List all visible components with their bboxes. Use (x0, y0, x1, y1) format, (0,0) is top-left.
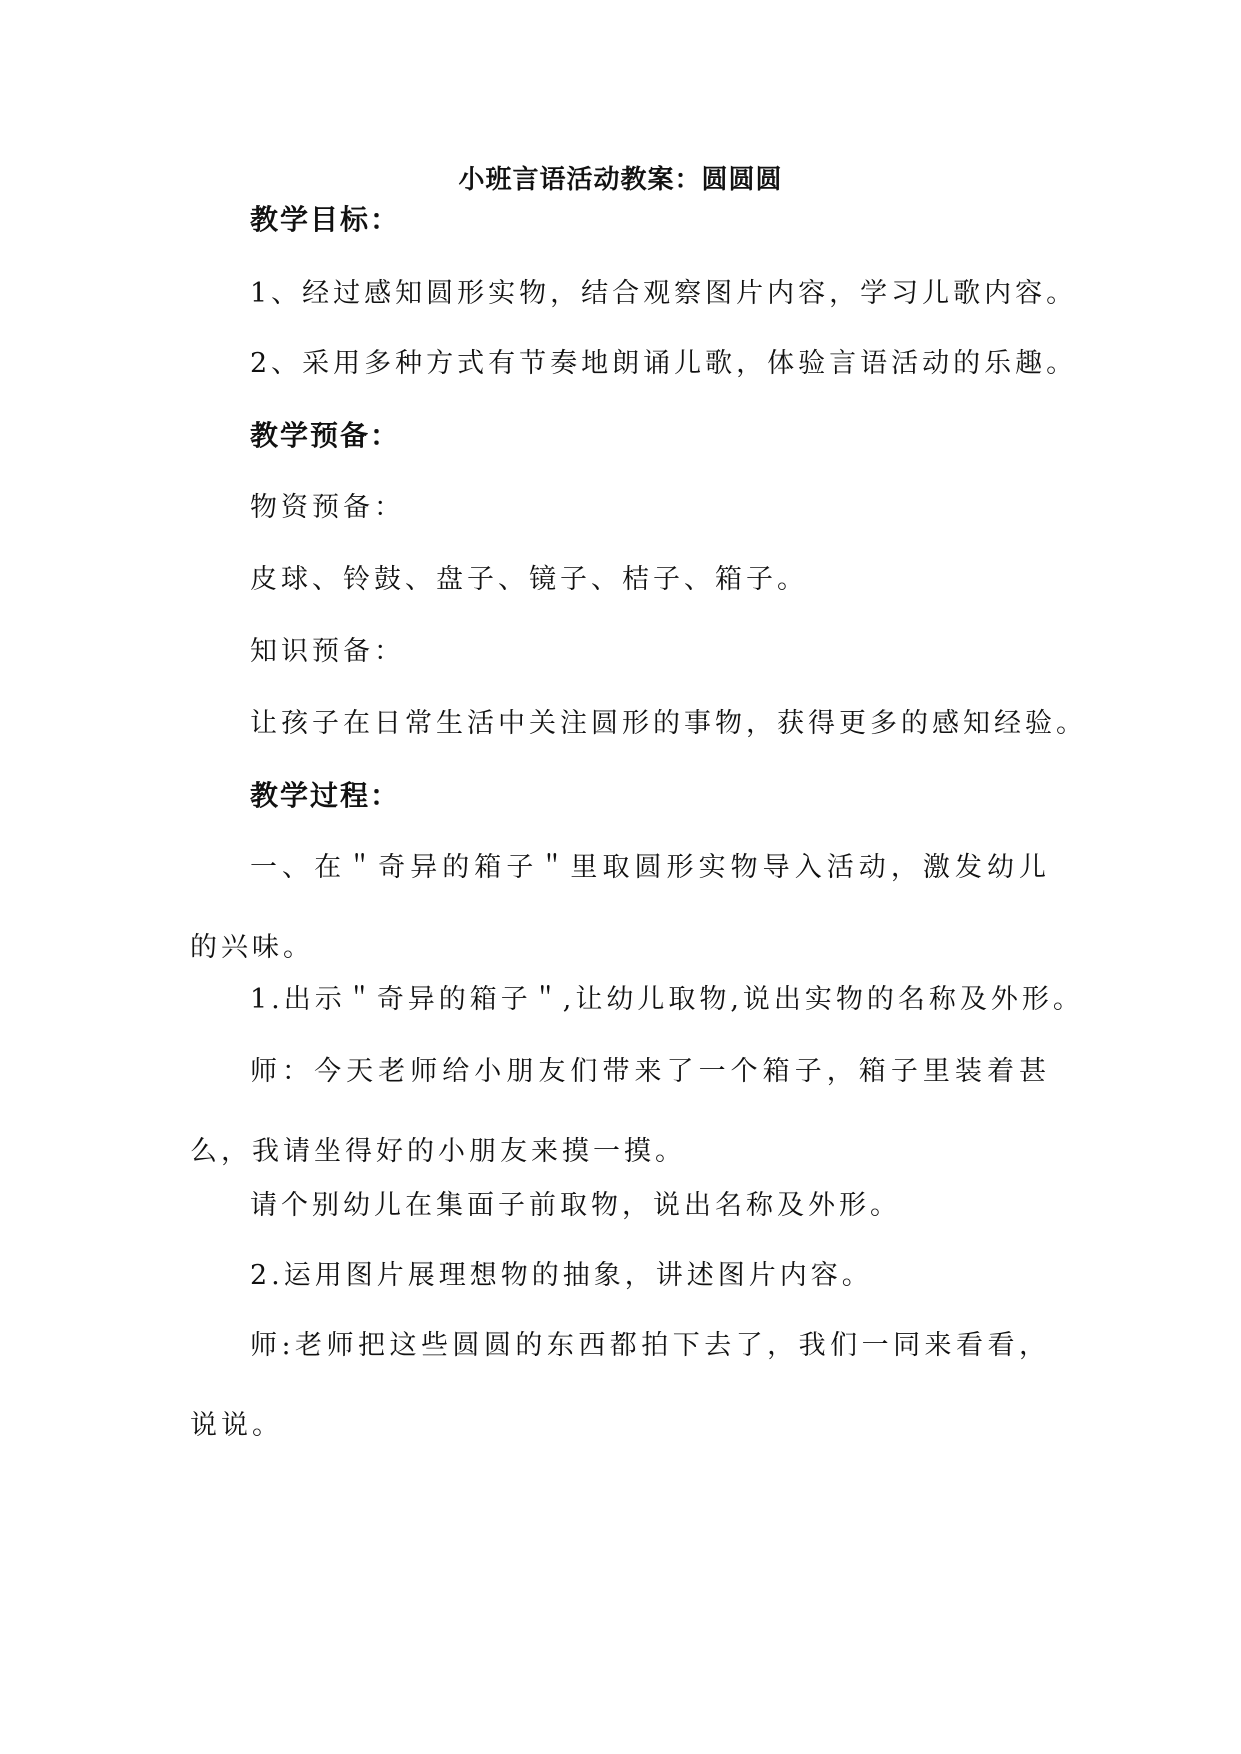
material-label: 物资预备： (250, 492, 405, 523)
step-1: 一、在＂奇异的箱子＂里取圆形实物导入活动，激发幼儿的兴味。 (190, 852, 1050, 963)
step-1-note: 请个别幼儿在集面子前取物，说出名称及外形。 (250, 1190, 901, 1221)
material-list: 皮球、铃鼓、盘子、镜子、桔子、箱子。 (250, 564, 808, 595)
goals-heading: 教学目标： (250, 203, 401, 236)
goal-item-1: 1、经过感知圆形实物，结合观察图片内容，学习儿歌内容。 (250, 278, 1078, 309)
document-title: 小班言语活动教案：圆圆圆 (458, 165, 783, 195)
knowledge-text: 让孩子在日常生活中关注圆形的事物，获得更多的感知经验。 (250, 708, 1087, 739)
process-heading: 教学过程： (250, 779, 401, 812)
step-1-1: 1.出示＂奇异的箱子＂,让幼儿取物,说出实物的名称及外形。 (250, 984, 1084, 1015)
goal-item-2: 2、采用多种方式有节奏地朗诵儿歌，体验言语活动的乐趣。 (250, 348, 1078, 379)
teacher-line-1: 师：今天老师给小朋友们带来了一个箱子，箱子里装着甚么，我请坐得好的小朋友来摸一摸。 (190, 1056, 1050, 1167)
knowledge-label: 知识预备： (250, 636, 405, 667)
teacher-line-2: 师:老师把这些圆圆的东西都拍下去了，我们一同来看看，说说。 (190, 1330, 1050, 1441)
step-1-2: 2.运用图片展理想物的抽象，讲述图片内容。 (250, 1260, 873, 1291)
prep-heading: 教学预备： (250, 419, 401, 452)
